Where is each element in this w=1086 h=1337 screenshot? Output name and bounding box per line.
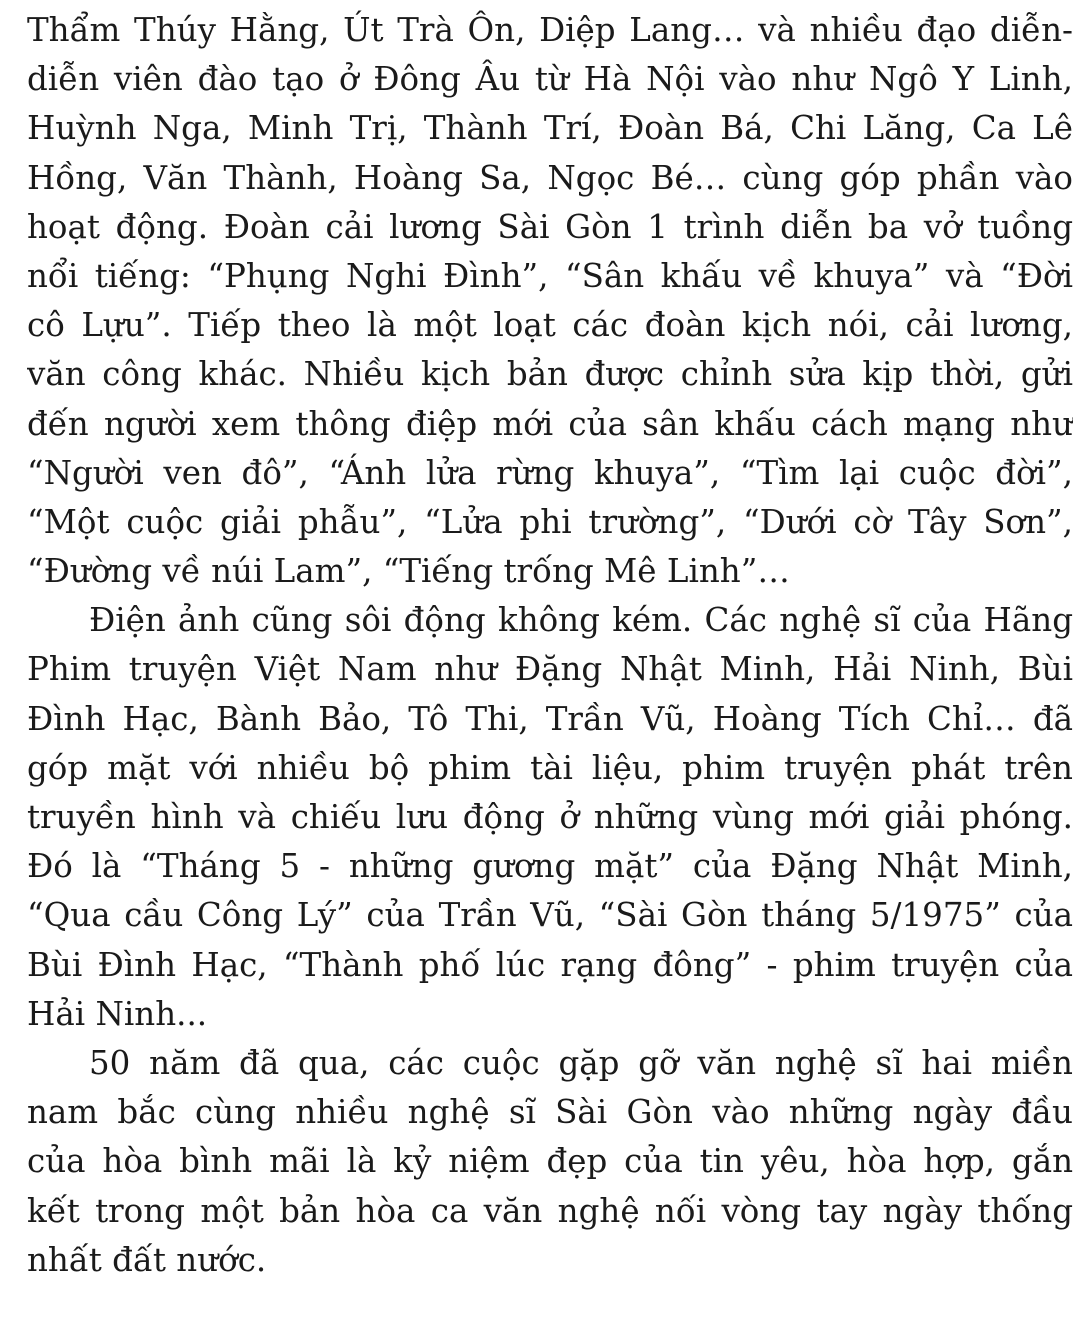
text-line: hoạt động. Đoàn cải lương Sài Gòn 1 trình diễn ba vở tuồng (27, 207, 1073, 246)
text-line: diễn viên đào tạo ở Đông Âu từ Hà Nội vào như Ngô Y Linh, (27, 60, 1073, 99)
text-line: Đó là “Tháng 5 - những gương mặt” của Đặng Nhật Minh, (27, 847, 1073, 886)
text-line: cô Lựu”. Tiếp theo là một loạt các đoàn kịch nói, cải lương, (27, 306, 1073, 345)
text-line: “Người ven đô”, “Ánh lửa rừng khuya”, “Tìm lại cuộc đời”, (27, 453, 1073, 492)
text-line: góp mặt với nhiều bộ phim tài liệu, phim truyện phát trên (27, 748, 1073, 787)
text-line: Phim truyện Việt Nam như Đặng Nhật Minh, Hải Ninh, Bùi (27, 650, 1073, 689)
text-line: nam bắc cùng nhiều nghệ sĩ Sài Gòn vào những ngày đầu (27, 1093, 1073, 1132)
text-line: của hòa bình mãi là kỷ niệm đẹp của tin yêu, hòa hợp, gắn (27, 1142, 1073, 1181)
text-line: nổi tiếng: “Phụng Nghi Đình”, “Sân khấu về khuya” và “Đời (27, 256, 1073, 295)
text-line: Huỳnh Nga, Minh Trị, Thành Trí, Đoàn Bá, Chi Lăng, Ca Lê (27, 109, 1073, 148)
text-line: “Qua cầu Công Lý” của Trần Vũ, “Sài Gòn tháng 5/1975” của (27, 896, 1073, 935)
text-line: văn công khác. Nhiều kịch bản được chỉnh sửa kịp thời, gửi (27, 355, 1073, 394)
text-line: truyền hình và chiếu lưu động ở những vùng mới giải phóng. (27, 798, 1073, 836)
text-line: Hồng, Văn Thành, Hoàng Sa, Ngọc Bé… cùng góp phần vào (27, 158, 1073, 197)
text-line: Thẩm Thúy Hằng, Út Trà Ôn, Diệp Lang… và nhiều đạo diễn- (27, 11, 1073, 49)
text-line: “Một cuộc giải phẫu”, “Lửa phi trường”, “Dưới cờ Tây Sơn”, (27, 502, 1073, 541)
text-line: “Đường về núi Lam”, “Tiếng trống Mê Linh”… (27, 552, 790, 591)
text-line: nhất đất nước. (27, 1240, 267, 1279)
text-line: kết trong một bản hòa ca văn nghệ nối vòng tay ngày thống (27, 1191, 1073, 1230)
text-line: Đình Hạc, Bành Bảo, Tô Thi, Trần Vũ, Hoàng Tích Chỉ… đã (27, 699, 1073, 738)
document-page (27, 6, 1073, 1337)
paragraph-start-line: 50 năm đã qua, các cuộc gặp gỡ văn nghệ sĩ hai miền (89, 1043, 1073, 1082)
text-line: Hải Ninh... (27, 994, 208, 1033)
text-line: Bùi Đình Hạc, “Thành phố lúc rạng đông” - phim truyện của (27, 945, 1073, 984)
paragraph-start-line: Điện ảnh cũng sôi động không kém. Các nghệ sĩ của Hãng (89, 601, 1073, 640)
text-line: đến người xem thông điệp mới của sân khấu cách mạng như (27, 404, 1073, 443)
